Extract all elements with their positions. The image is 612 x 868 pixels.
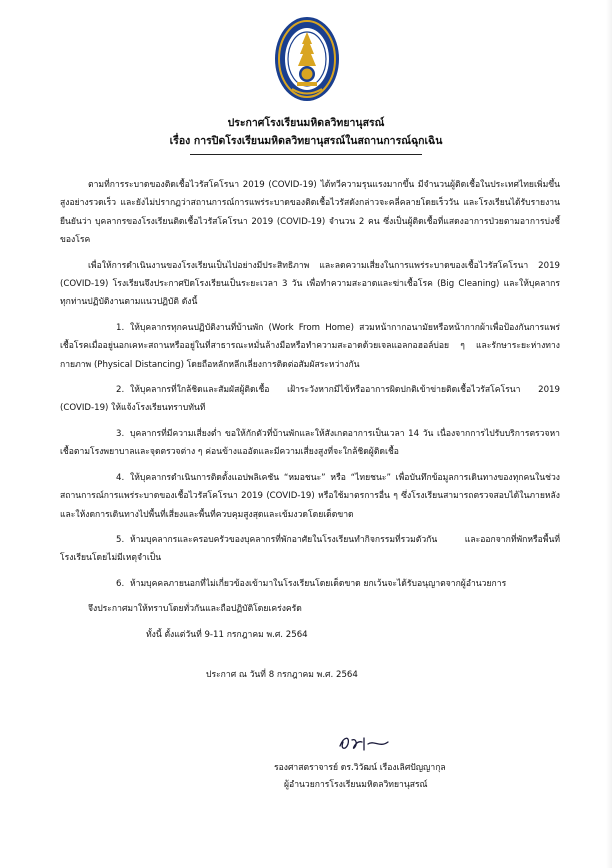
announcement-date: ประกาศ ณ วันที่ 8 กรกฎาคม พ.ศ. 2564 — [206, 669, 358, 680]
list-item — [60, 575, 560, 593]
item-text: ให้บุคลากรที่ใกล้ชิดและสัมผัสผู้ติดเชื้อ เฝ้าระวังหากมีไข้หรืออาการผิดปกติเข้าข่ายติดเชื้อไวรัสโคโรนา 2019 (COVID-19) ให้แจ้งโรงเรียนทราบทันที — [60, 385, 560, 414]
item-text: ห้ามบุคคลภายนอกที่ไม่เกี่ยวข้องเข้ามาในโรงเรียนโดยเด็ดขาด ยกเว้นจะได้รับอนุญาตจากผู้อำนวยการ — [130, 578, 507, 589]
item-number: 5. — [116, 534, 125, 545]
signatory-title: ผู้อำนวยการโรงเรียนมหิดลวิทยานุสรณ์ — [284, 780, 428, 790]
list-item — [60, 469, 560, 524]
title-underline — [190, 154, 422, 155]
announcement-body — [60, 176, 560, 684]
school-logo — [272, 14, 342, 104]
item-text: ห้ามบุคลากรและครอบครัวของบุคลากรที่พักอาศัยในโรงเรียนทำกิจกรรมที่รวมตัวกัน และออกจากที่พักหรือพื้นที่โรงเรียนโดยไม่มีเหตุจำเป็น — [60, 534, 560, 564]
announcement-title: ประกาศโรงเรียนมหิดลวิทยานุสรณ์ — [227, 117, 385, 129]
item-text: ให้บุคลากรดำเนินการติดตั้งแอปพลิเคชัน “หมอชนะ” หรือ “ไทยชนะ” เพื่อบันทึกข้อมูลการเดินทางของทุกคนในช่วงสถานการณ์การแพร่ระบาดของเชื้อไวรัสโคโรนา 2019 (COVID-19) หรือใช้มาตรการอื่น ๆ ซึ่งโรงเรียนสามารถตรวจสอบได้ในภายหลัง และให้งดการเดินทางไปพื้นที่เสี่ยงและพื้นที่ควบคุมสูงสุดและเข้มงวดโดยเด็ดขาด — [60, 472, 560, 520]
closing-statement: จึงประกาศมาให้ทราบโดยทั่วกันและถือปฏิบัติโดยเคร่งครัด — [88, 604, 302, 615]
item-number: 4. — [116, 472, 125, 483]
item-number: 6. — [116, 578, 125, 589]
list-item — [60, 425, 560, 462]
list-item — [60, 319, 560, 374]
item-text: บุคลากรที่มีความเสี่ยงต่ำ ขอให้กักตัวที่บ้านพักและให้สังเกตอาการเป็นเวลา 14 วัน เนื่องจากการไปรับบริการตรวจหาเชื้อตามโรงพยาบาลและจุดตรวจต่าง ๆ ค่อนข้างแออัดและมีความเสี่ยงสูงที่จะใกล้ชิดผู้ติดเชื้อ — [60, 428, 560, 458]
paragraph-background: ตามที่การระบาดของติดเชื้อไวรัสโคโรนา 2019 (COVID-19) ได้ทวีความรุนแรงมากขึ้น มีจำนวนผู้ติดเชื้อในประเทศไทยเพิ่มขึ้นสูงอย่างรวดเร็ว และยังไม่ปรากฏว่าสถานการณ์การแพร่ระบาดของติดเชื้อไวรัสดังกล่าวจะคลี่คลายโดยเร็ววัน และโรงเรียนได้รับรายงานยืนยันว่า บุคลากรของโรงเรียนติดเชื้อไวรัสโคโรนา 2019 (COVID-19) จำนวน 2 คน ซึ่งเป็นผู้ติดเชื้อที่แสดงอาการป่วยตามอาการบ่งชี้ของโรค — [60, 180, 560, 246]
header — [0, 114, 612, 155]
item-number: 3. — [116, 428, 125, 439]
handwritten-signature-icon — [334, 730, 394, 756]
page-edge-shadow — [606, 0, 612, 868]
paragraph-purpose: เพื่อให้การดำเนินงานของโรงเรียนเป็นไปอย่างมีประสิทธิภาพ และลดความเสี่ยงในการแพร่ระบาดของเชื้อไวรัสโคโรนา 2019 (COVID-19) โรงเรียนจึงประกาศปิดโรงเรียนเป็นระยะเวลา 3 วัน เพื่อทำความสะอาดและฆ่าเชื้อโรค (Big Cleaning) และให้บุคลากรทุกท่านปฏิบัติงานตามแนวปฏิบัติ ดังนี้ — [60, 260, 560, 308]
item-number: 1. — [116, 322, 125, 333]
effective-date: ทั้งนี้ ตั้งแต่วันที่ 9-11 กรกฎาคม พ.ศ. 2564 — [146, 629, 308, 640]
item-number: 2. — [116, 385, 125, 396]
announcement-subject: เรื่อง การปิดโรงเรียนมหิดลวิทยานุสรณ์ในสถานการณ์ฉุกเฉิน — [169, 135, 443, 147]
school-crest-icon — [272, 14, 342, 104]
list-item — [60, 381, 560, 418]
signature-block — [240, 730, 540, 794]
signatory-name: รองศาสตราจารย์ ดร.วิวัฒน์ เรืองเลิศปัญญากุล — [274, 763, 446, 773]
list-item — [60, 531, 560, 568]
item-text: ให้บุคลากรทุกคนปฏิบัติงานที่บ้านพัก (Work From Home) สวมหน้ากากอนามัยหรือหน้ากากผ้าเพื่อป้องกันการแพร่เชื้อโรคเมื่ออยู่นอกเคหะสถานหรืออยู่ในที่สาธารณะหมั่นล้างมือหรือทำความสะอาดด้วยเจลแอลกอฮอล์บ่อย ๆ และรักษาระยะห่างทางกายภาพ (Physical Distancing) โดยถือหลักหลีกเลี่ยงการติดต่อสัมผัสระหว่างกัน — [60, 322, 560, 370]
